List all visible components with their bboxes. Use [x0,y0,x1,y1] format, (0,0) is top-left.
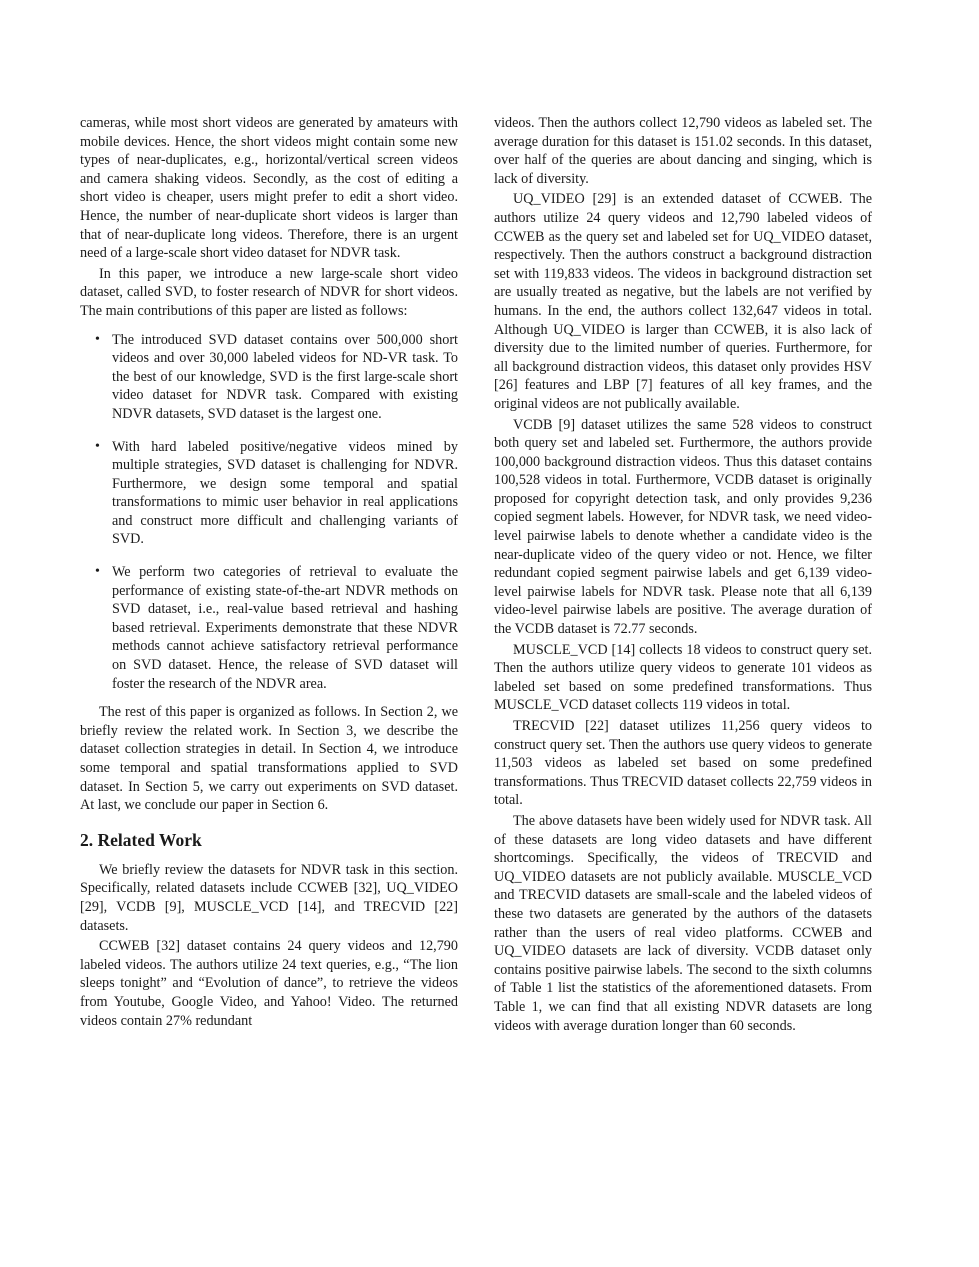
contribution-item: • We perform two categories of retrieval to evaluate the performance of existing state-of-the-art NDVR methods on SVD dataset, i.e., real-value based retrieval and hashing based retrieval. Experiments demonstrate that these NDVR methods cannot achieve satisfactory retrieval performance on SVD dataset. Hence, the release of SVD dataset will foster the research of the NDVR area. [112,563,458,693]
intro-paragraph-continued: cameras, while most short videos are generated by amateurs with mobile devices. Hence, the short videos might contain some new types of near-duplicates, e.g., horizontal/vertical screen videos and camera shaking videos. Secondly, as the cost of editing a short video is cheaper, users might prefer to edit a short video. Hence, the number of near-duplicate short videos is larger than that of near-duplicate long videos. Therefore, there is an urgent need of a large-scale short video dataset for NDVR task. [80,115,458,262]
section-heading-related-work: 2. Related Work [80,829,202,850]
vcdb-paragraph: VCDB [9] dataset utilizes the same 528 videos to construct both query set and labeled set. Furthermore, the authors provide 100,000 background distraction videos. Thus this dataset contains 100,528 videos in total. Furthermore, VCDB dataset is originally proposed for copyright detection task, and only provides 9,236 copied segment labels. However, for NDVR task, we need video-level pairwise labels to denote whether a candidate video is the near-duplicate video of the query video or not. Hence, we filter redundant copied segment pairwise labels and get 6,139 video-level pairwise labels for NDVR task. Please note that all 6,139 video-level pairwise labels are positive. The average duration of the VCDB dataset is 72.77 seconds. [494,416,872,638]
contribution-item: • The introduced SVD dataset contains over 500,000 short videos and over 30,000 labeled videos for ND-VR task. To the best of our knowledge, SVD is the first large-scale short video dataset for NDVR task. Compared with existing NDVR datasets, SVD dataset is the largest one. [112,331,458,424]
trecvid-paragraph: TRECVID [22] dataset utilizes 11,256 query videos to construct query set. Then the authors use query videos to generate 11,503 videos as labeled set based on some predefined transformations. Thus TRECVID dataset collects 22,759 videos in total. [494,718,872,809]
left-column [80,114,458,1030]
ccweb-paragraph-continued: videos. Then the authors collect 12,790 videos as labeled set. The average duration for this dataset is 151.02 seconds. In this dataset, over half of the queries are about dancing and singing, which is lack of diversity. [494,115,872,187]
ccweb-paragraph: CCWEB [32] dataset contains 24 query videos and 12,790 labeled videos. The authors utilize 24 text queries, e.g., “The lion sleeps tonight” and “Evolution of dance”, to retrieve the videos from Youtube, Google Video, and Yahoo! Video. The returned videos contain 27% redundant [80,938,458,1029]
summary-paragraph: The above datasets have been widely used for NDVR task. All of these datasets are long video datasets and have different shortcomings. Specifically, the videos of TRECVID and UQ_VIDEO datasets are not publicly available. MUSCLE_VCD and TRECVID datasets are small-scale and the labeled videos of these two datasets are generated by the authors of the datasets rather than the users of real video platforms. CCWEB and UQ_VIDEO datasets are lack of diversity. VCDB dataset only contains positive pairwise labels. The second to the sixth columns of Table 1 list the statistics of the aforementioned datasets. From Table 1, we can find that all existing NDVR datasets are long videos with average duration longer than 60 seconds. [494,812,872,1034]
contributions-list [80,331,458,694]
paper-organization-paragraph: The rest of this paper is organized as follows. In Section 2, we briefly review the related work. In Section 3, we describe the dataset collection strategies in detail. In Section 4, we introduce some temporal and spatial transformations applied to SVD dataset. In Section 5, we carry out experiments on SVD dataset. At last, we conclude our paper in Section 6. [80,704,458,814]
related-work-intro-paragraph: We briefly review the datasets for NDVR task in this section. Specifically, related datasets include CCWEB [32], UQ_VIDEO [29], VCDB [9], MUSCLE_VCD [14], and TRECVID [22] datasets. [80,861,458,934]
muscle-vcd-paragraph: MUSCLE_VCD [14] collects 18 videos to construct query set. Then the authors utilize query videos to generate 101 videos as labeled set based on some predefined transformations. Thus MUSCLE_VCD dataset collects 119 videos in total. [494,641,872,714]
contribution-item: • With hard labeled positive/negative videos mined by multiple strategies, SVD dataset is challenging for NDVR. Furthermore, we design some temporal and spatial transformations to mimic user behavior in real applications and construct more difficult and challenging variants of SVD. [112,438,458,550]
uq-video-paragraph: UQ_VIDEO [29] is an extended dataset of CCWEB. The authors utilize 24 query videos and 12,790 labeled videos of CCWEB as the query set and labeled set for UQ_VIDEO dataset, respectively. Then the authors construct a background distraction set with 119,833 videos. The videos in background distraction set are usually treated as negative, but the labels are not verified by humans. In the end, the authors collect 132,647 videos in total. Although UQ_VIDEO is larger than CCWEB, it is also lack of diversity due to the limited number of queries. Furthermore, for all background distraction videos, this dataset only provides HSV [26] features and LBP [7] features of all key frames, and the original videos are not publically available. [494,191,872,412]
right-column [494,114,872,1035]
intro-paragraph-contributions: In this paper, we introduce a new large-scale short video dataset, called SVD, to foster research of NDVR for short videos. The main contributions of this paper are listed as follows: [80,265,458,319]
